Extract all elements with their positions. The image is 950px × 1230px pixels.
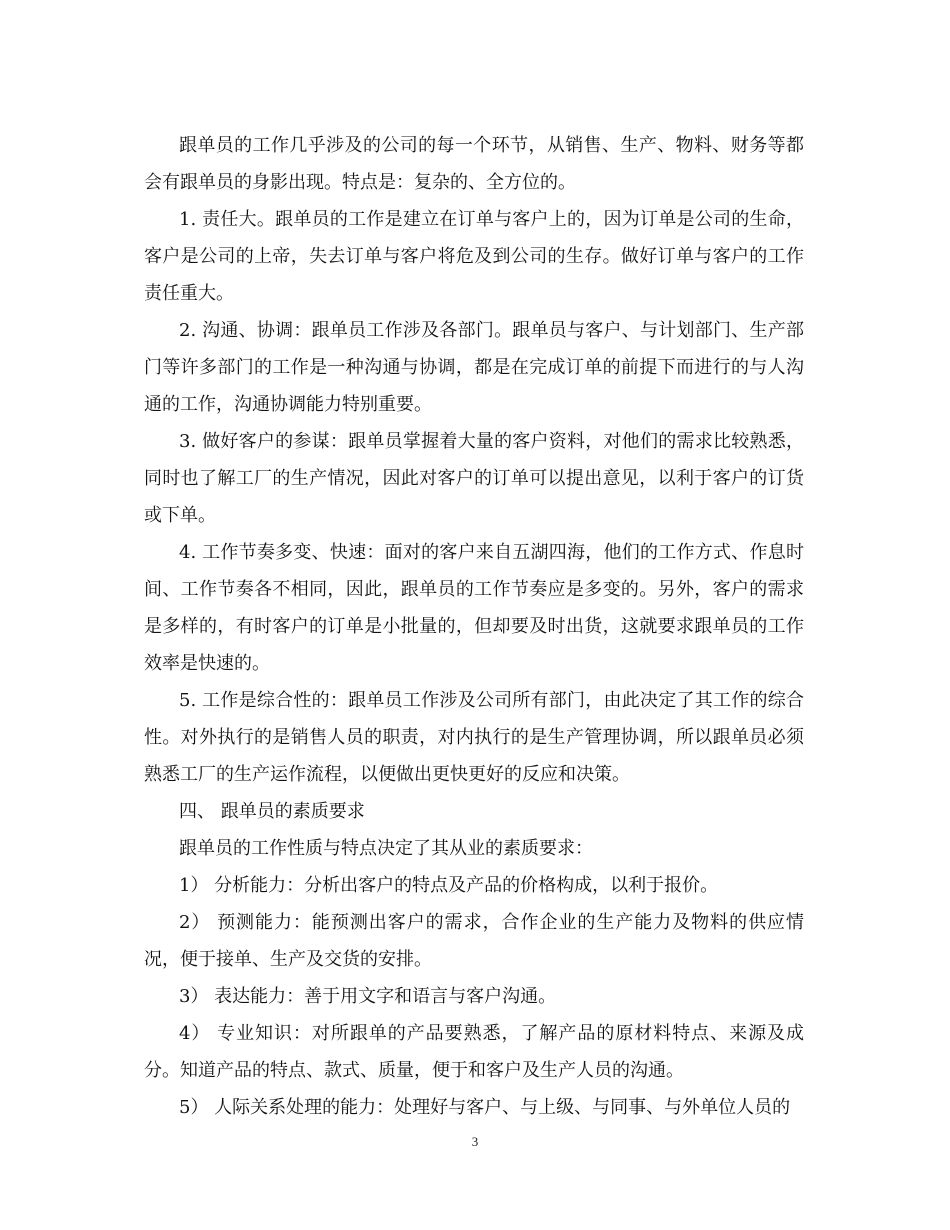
point-5-paragraph: 5. 工作是综合性的：跟单员工作涉及公司所有部门，由此决定了其工作的综合性。对外执行的是销售人员的职责，对内执行的是生产管理协调，所以跟单员必须熟悉工厂的生产运作流程，以便做出更快更好的反应和决策。 bbox=[144, 690, 804, 785]
requirement-4-paragraph: 4） 专业知识：对所跟单的产品要熟悉，了解产品的原材料特点、来源及成分。知道产品的特点、款式、质量，便于和客户及生产人员的沟通。 bbox=[144, 1023, 804, 1081]
page-number: 3 bbox=[471, 1134, 479, 1149]
point-2-paragraph: 2. 沟通、协调：跟单员工作涉及各部门。跟单员与客户、与计划部门、生产部门等许多部门的工作是一种沟通与协调，都是在完成订单的前提下而进行的与人沟通的工作，沟通协调能力特别重要。 bbox=[144, 320, 804, 415]
requirement-5-paragraph: 5） 人际关系处理的能力：处理好与客户、与上级、与同事、与外单位人员的 bbox=[179, 1097, 791, 1118]
document-body bbox=[144, 127, 804, 1126]
point-1-paragraph: 1. 责任大。跟单员的工作是建立在订单与客户上的，因为订单是公司的生命，客户是公司的上帝，失去订单与客户将危及到公司的生存。做好订单与客户的工作责任重大。 bbox=[144, 209, 804, 304]
point-3-paragraph: 3. 做好客户的参谋：跟单员掌握着大量的客户资料，对他们的需求比较熟悉，同时也了解工厂的生产情况，因此对客户的订单可以提出意见，以利于客户的订货或下单。 bbox=[144, 431, 804, 526]
requirement-1-paragraph: 1） 分析能力：分析出客户的特点及产品的价格构成，以利于报价。 bbox=[179, 875, 719, 896]
requirements-intro-paragraph: 跟单员的工作性质与特点决定了其从业的素质要求： bbox=[179, 838, 593, 859]
requirement-2-paragraph: 2） 预测能力：能预测出客户的需求，合作企业的生产能力及物料的供应情况，便于接单、生产及交货的安排。 bbox=[144, 912, 804, 970]
point-4-paragraph: 4. 工作节奏多变、快速：面对的客户来自五湖四海，他们的工作方式、作息时间、工作节奏各不相同，因此，跟单员的工作节奏应是多变的。另外，客户的需求是多样的，有时客户的订单是小批量的，但却要及时出货，这就要求跟单员的工作效率是快速的。 bbox=[144, 542, 804, 674]
section-heading: 四、 跟单员的素质要求 bbox=[179, 801, 365, 822]
requirement-3-paragraph: 3） 表达能力：善于用文字和语言与客户沟通。 bbox=[179, 986, 557, 1007]
intro-paragraph: 跟单员的工作几乎涉及的公司的每一个环节，从销售、生产、物料、财务等都会有跟单员的身影出现。特点是：复杂的、全方位的。 bbox=[144, 135, 804, 193]
